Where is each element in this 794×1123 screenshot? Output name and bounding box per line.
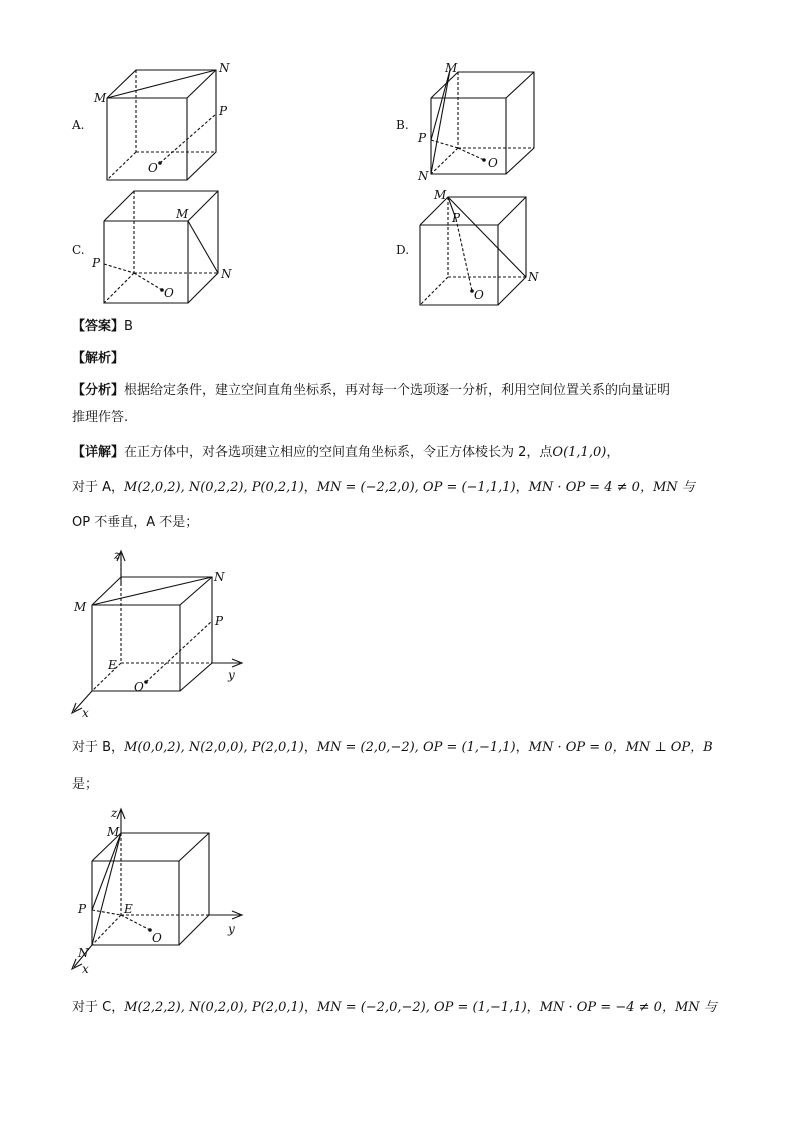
point-m-label: M [176,207,189,221]
option-b-label: B. [396,118,409,132]
case-a-coordinate-figure [64,545,254,720]
xiangjie-line [72,443,619,463]
point-n-label: N [528,270,539,284]
case-c-coords: M(2,2,2), N(0,2,0), P(2,0,1) [124,1000,304,1015]
case-b-tail: ，MN ⊥ OP，B [612,740,713,755]
point-p-label: P [452,211,461,225]
axis-x-label: x [82,706,89,720]
answer-tag: 【答案】 [72,319,125,334]
point-o-label: O [134,680,144,694]
point-o-label: O [164,286,174,300]
point-p-label: P [215,614,224,628]
case-b-coords: M(0,0,2), N(2,0,0), P(2,0,1) [124,740,304,755]
point-p-label: P [92,256,101,270]
point-o-label: O [474,288,484,302]
fenxi-text: 根据给定条件，建立空间直角坐标系，再对每一个选项逐一分析，利用空间位置关系的向量证明 [124,383,671,398]
point-m-label: M [94,91,107,105]
point-n-label: N [418,169,429,183]
option-b-cube-figure [412,60,562,185]
case-c-dot: MN · OP = −4 ≠ 0 [539,1000,662,1015]
answer-value: B [124,319,133,334]
point-n-label: N [78,946,89,960]
axis-x-label: x [82,962,89,976]
fenxi-line-2: 推理作答. [72,410,129,425]
answer-line [72,317,133,337]
case-a-prefix: 对于 A， [72,480,125,495]
axis-z-label: z [114,548,121,562]
point-m-label: M [434,188,447,202]
xiangjie-tag: 【详解】 [72,445,125,460]
fenxi-line-1 [72,381,670,401]
option-a-label: A. [72,118,85,132]
point-o-label: O [488,156,498,170]
point-e-label: E [108,658,117,672]
case-a-dot: MN · OP = 4 ≠ 0 [528,480,640,495]
point-m-label: M [74,600,87,614]
option-c-label: C. [72,243,85,257]
point-m-label: M [445,61,458,75]
point-m-label: M [107,825,120,839]
axis-z-label: z [111,806,118,820]
case-c-prefix: 对于 C， [72,1000,125,1015]
case-b-line-2: 是； [72,777,99,792]
axis-y-label: y [228,668,235,682]
point-o-coord: O(1,1,0) [552,445,607,460]
case-b-prefix: 对于 B， [72,740,125,755]
case-a-line-1: 对于 A，M(2,0,2), N(0,2,2), P(0,2,1)，MN = (−2,2,0), OP = (−1,1,1)，MN · OP = 4 ≠ 0，MN 与 [72,480,695,495]
case-c-tail: ，MN 与 [661,1000,717,1015]
point-p-label: P [78,902,87,916]
analysis-tag: 【解析】 [72,351,125,366]
case-a-tail: ，MN 与 [639,480,695,495]
case-a-coords: M(2,0,2), N(0,2,2), P(0,2,1) [124,480,304,495]
fenxi-tag: 【分析】 [72,383,125,398]
point-o-label: O [152,931,162,945]
case-a-line-2: OP 不垂直，A 不是； [72,515,199,530]
option-c-cube-figure [90,185,240,310]
point-n-label: N [219,61,230,75]
point-p-label: P [418,131,427,145]
case-b-dot: MN · OP = 0 [528,740,613,755]
case-b-vectors: MN = (2,0,−2), OP = (1,−1,1) [316,740,516,755]
point-p-label: P [219,104,228,118]
point-n-label: N [221,267,232,281]
xiangjie-text: 在正方体中，对各选项建立相应的空间直角坐标系，令正方体棱长为 2，点 [124,445,553,460]
option-a-cube-figure [90,60,240,185]
point-e-label: E [124,902,133,916]
case-c-line-1: 对于 C，M(2,2,2), N(0,2,0), P(2,0,1)，MN = (−2,0,−2), OP = (1,−1,1)，MN · OP = −4 ≠ 0，MN 与 [72,1000,717,1015]
point-n-label: N [214,570,225,584]
point-o-label: O [148,161,158,175]
case-b-coordinate-figure [64,805,254,980]
option-d-label: D. [396,243,410,257]
case-a-vectors: MN = (−2,2,0), OP = (−1,1,1) [316,480,516,495]
axis-y-label: y [228,922,235,936]
case-b-line-1: 对于 B，M(0,0,2), N(2,0,0), P(2,0,1)，MN = (2,0,−2), OP = (1,−1,1)，MN · OP = 0，MN ⊥ OP，B [72,740,713,755]
case-c-vectors: MN = (−2,0,−2), OP = (1,−1,1) [316,1000,527,1015]
option-d-cube-figure [412,185,562,310]
xiangjie-end: ， [606,445,620,460]
